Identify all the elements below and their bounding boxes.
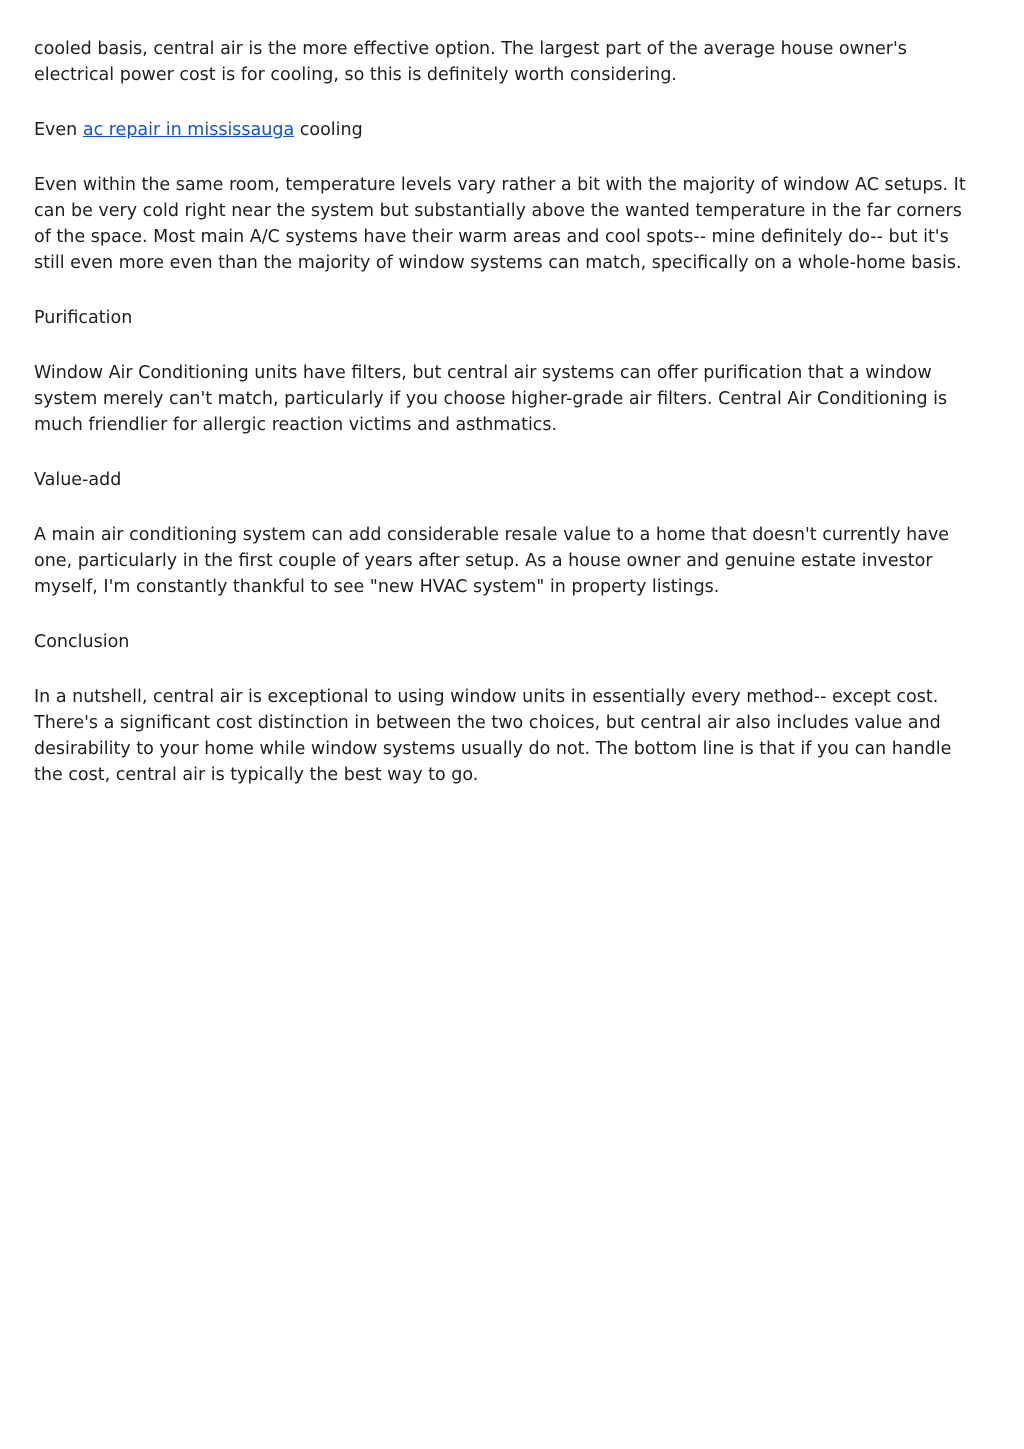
- even-cooling-prefix: Even: [34, 120, 83, 140]
- paragraph-temperature-levels: Even within the same room, temperature levels vary rather a bit with the majority of window AC setups. It can be very cold right near the system but substantially above the wanted temperature in the far corners of the space. Most main A/C systems have their warm areas and cool spots-- mine definitely do-- but it's still even more even than the majority of window systems can match, specifically on a whole-home basis.: [34, 175, 966, 273]
- document-body: [34, 36, 984, 817]
- paragraph-even-cooling: [34, 117, 984, 143]
- heading-value-add: Value-add: [34, 470, 122, 490]
- heading-purification: Purification: [34, 308, 133, 328]
- paragraph-cooling-cost: cooled basis, central air is the more effective option. The largest part of the average house owner's electrical power cost is for cooling, so this is definitely worth considering.: [34, 39, 907, 85]
- paragraph-purification: Window Air Conditioning units have filters, but central air systems can offer purification that a window system merely can't match, particularly if you choose higher-grade air filters. Central Air Conditioning is much friendlier for allergic reaction victims and asthmatics.: [34, 363, 948, 435]
- paragraph-conclusion: In a nutshell, central air is exceptional to using window units in essentially every method-- except cost. There's a significant cost distinction in between the two choices, but central air also includes value and desirability to your home while window systems usually do not. The bottom line is that if you can handle the cost, central air is typically the best way to go.: [34, 687, 952, 785]
- heading-conclusion: Conclusion: [34, 632, 130, 652]
- even-cooling-suffix: cooling: [294, 120, 363, 140]
- ac-repair-link[interactable]: ac repair in mississauga: [82, 120, 295, 140]
- paragraph-value-add: A main air conditioning system can add considerable resale value to a home that doesn't currently have one, particularly in the first couple of years after setup. As a house owner and genuine estate investor myself, I'm constantly thankful to see "new HVAC system" in property listings.: [34, 525, 950, 597]
